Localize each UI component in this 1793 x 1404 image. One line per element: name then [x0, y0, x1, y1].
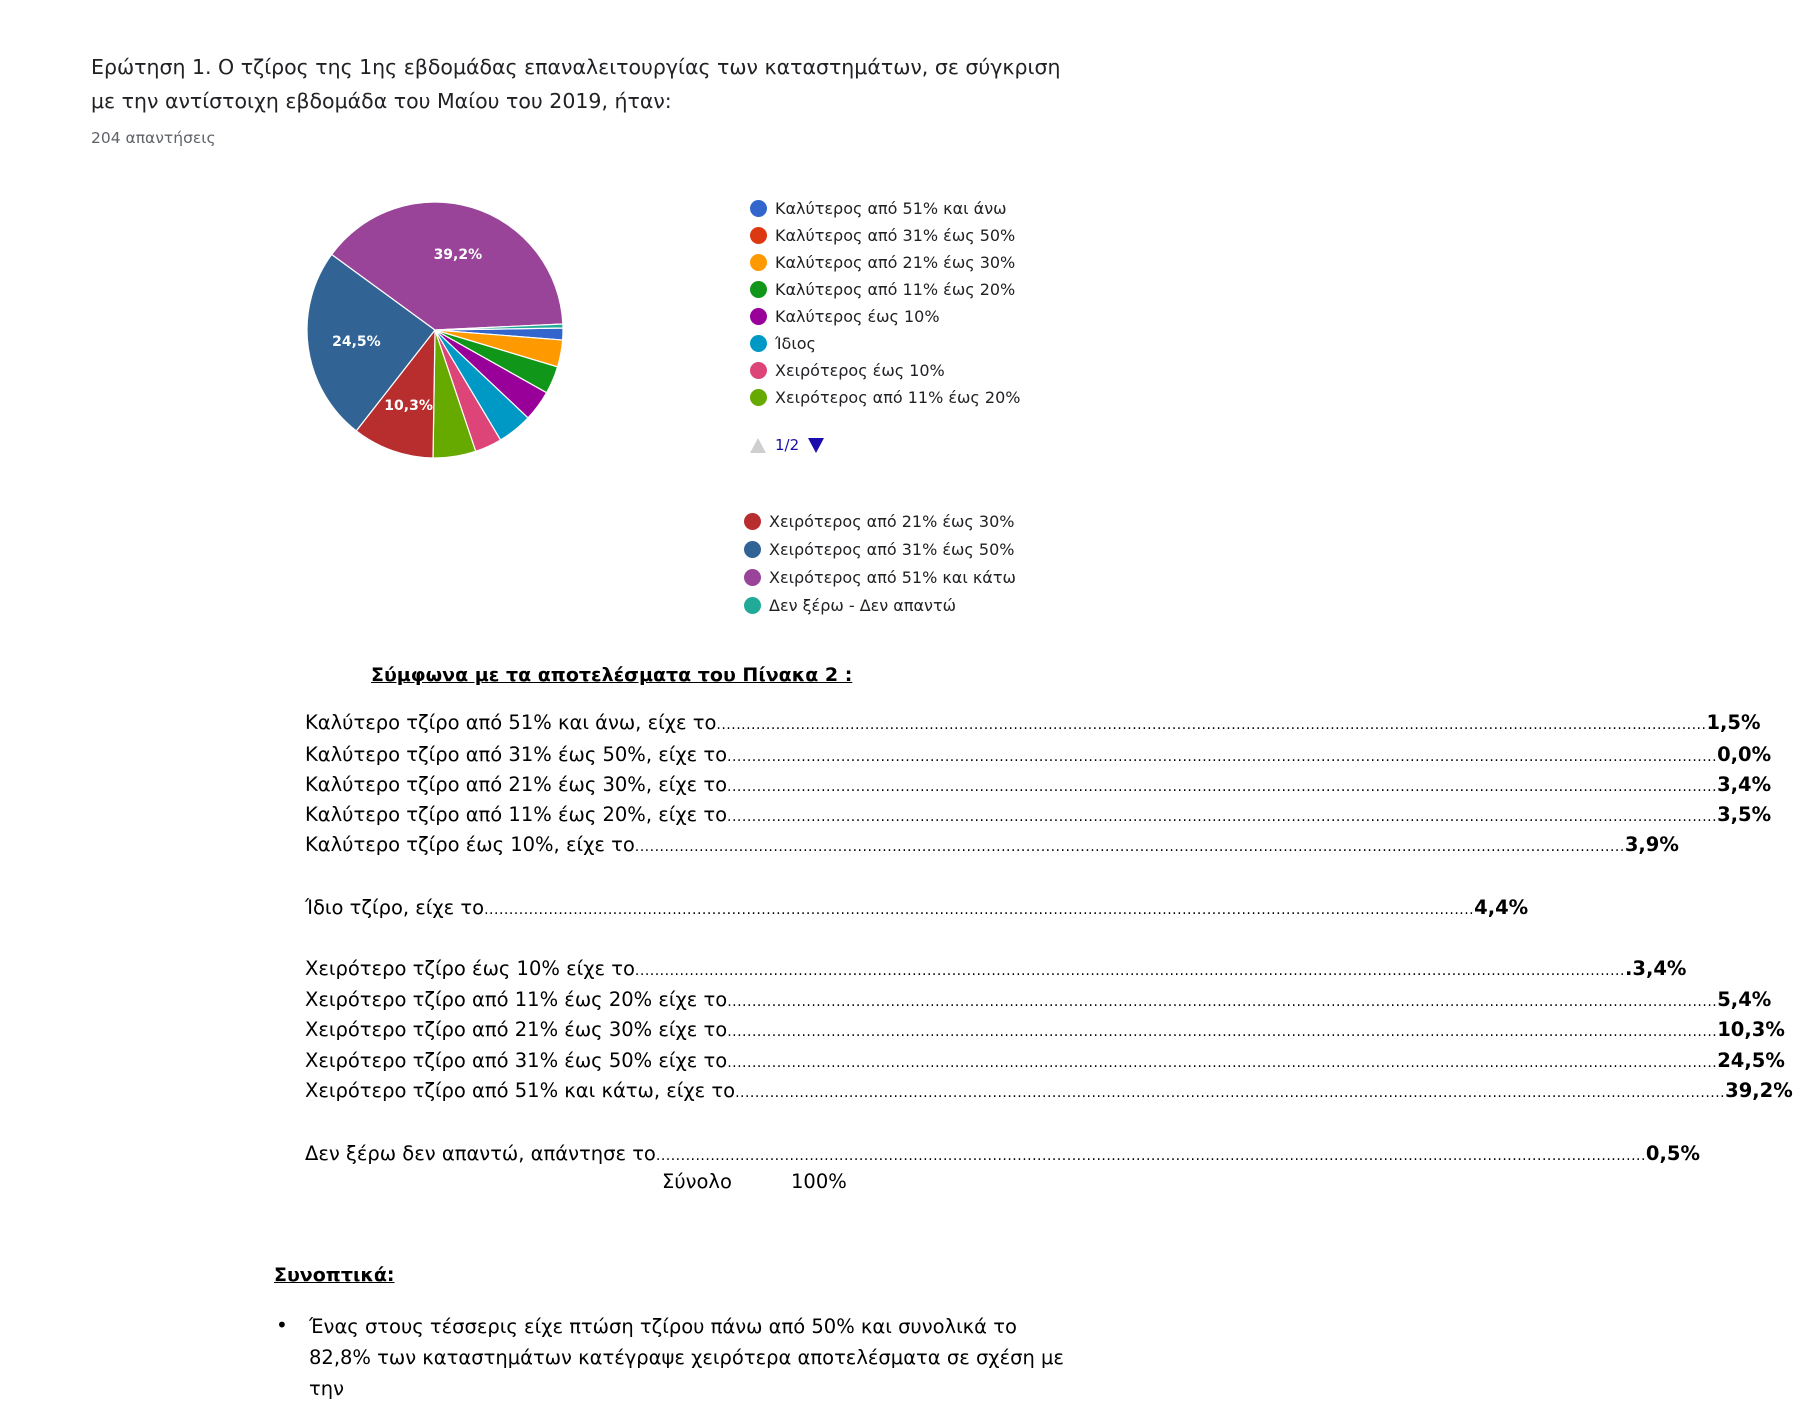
- result-label: Χειρότερο τζίρο από 51% και κάτω, είχε το: [305, 1079, 736, 1102]
- result-value: 4,4%: [1474, 896, 1529, 919]
- legend-swatch: [750, 362, 767, 379]
- legend-swatch: [750, 200, 767, 217]
- legend-item: [750, 330, 1020, 357]
- response-count: 204 απαντήσεις: [91, 129, 216, 147]
- table-title: Σύμφωνα με τα αποτελέσματα του Πίνακα 2 :: [371, 664, 853, 686]
- legend-item: [750, 357, 1020, 384]
- result-label: Χειρότερο τζίρο έως 10% είχε το: [305, 957, 635, 980]
- result-row: [305, 708, 1761, 738]
- summary-text: Ένας στους τέσσερις είχε πτώση τζίρου πάνω από 50% και συνολικά το 82,8% των καταστημάτων κατέγραψε χειρότερα αποτελέσματα σε σχέση με την: [309, 1315, 1064, 1400]
- legend-label: Καλύτερος από 51% και άνω: [775, 199, 1007, 218]
- result-value: 1,5%: [1706, 711, 1761, 734]
- leader-dots: ........................................................................................................................................................................................................: [484, 902, 1475, 918]
- result-row: [305, 1046, 1785, 1076]
- leader-dots: ........................................................................................................................................................................................................: [716, 717, 1707, 733]
- result-row: [305, 985, 1772, 1015]
- result-row: [305, 1139, 1701, 1169]
- leader-dots: ........................................................................................................................................................................................................: [727, 1024, 1718, 1040]
- result-label: Δεν ξέρω δεν απαντώ, απάντησε το: [305, 1142, 656, 1165]
- legend-label: Ίδιος: [775, 334, 816, 353]
- result-value: 39,2%: [1725, 1079, 1793, 1102]
- result-value: 0,0%: [1717, 743, 1772, 766]
- leader-dots: ........................................................................................................................................................................................................: [727, 809, 1718, 825]
- result-value: 3,4%: [1717, 773, 1772, 796]
- legend-swatch: [750, 281, 767, 298]
- total-value: 100%: [791, 1170, 847, 1193]
- legend-page-1: [750, 195, 1020, 411]
- result-value: .3,4%: [1624, 957, 1687, 980]
- bullet-icon: •: [276, 1313, 288, 1337]
- leader-dots: ........................................................................................................................................................................................................: [727, 1055, 1718, 1071]
- result-label: Ίδιο τζίρο, είχε το: [305, 896, 485, 919]
- result-value: 10,3%: [1717, 1018, 1785, 1041]
- legend-swatch: [750, 389, 767, 406]
- legend-pager: [750, 436, 824, 454]
- legend-swatch: [750, 335, 767, 352]
- slice-data-label: 39,2%: [433, 247, 483, 264]
- result-label: Καλύτερο τζίρο από 21% έως 30%, είχε το: [305, 773, 728, 796]
- legend-label: Καλύτερος από 31% έως 50%: [775, 226, 1016, 245]
- legend-page-2: [744, 507, 1016, 619]
- slice-data-label: 10,3%: [384, 397, 433, 414]
- result-value: 3,5%: [1717, 803, 1772, 826]
- question-title: Ερώτηση 1. Ο τζίρος της 1ης εβδομάδας επαναλειτουργίας των καταστημάτων, σε σύγκριση με την αντίστοιχη εβδομάδα του Μαίου του 2019, ήταν:: [91, 55, 1061, 113]
- pager-up-icon[interactable]: [750, 438, 766, 453]
- leader-dots: ........................................................................................................................................................................................................: [727, 994, 1718, 1010]
- leader-dots: ........................................................................................................................................................................................................: [735, 1085, 1726, 1101]
- result-label: Καλύτερο τζίρο από 51% και άνω, είχε το: [305, 711, 717, 734]
- legend-swatch: [750, 254, 767, 271]
- result-row: [305, 1015, 1785, 1045]
- result-row: [305, 800, 1772, 830]
- legend-label: Καλύτερος έως 10%: [775, 307, 940, 326]
- legend-swatch: [744, 541, 761, 558]
- result-row: [305, 1076, 1793, 1106]
- legend-item: [750, 303, 1020, 330]
- legend-item: [750, 384, 1020, 411]
- legend-label: Καλύτερος από 21% έως 30%: [775, 253, 1016, 272]
- summary-title: Συνοπτικά:: [274, 1264, 395, 1286]
- legend-label: Καλύτερος από 11% έως 20%: [775, 280, 1016, 299]
- legend-swatch: [744, 513, 761, 530]
- result-row: [305, 830, 1679, 860]
- leader-dots: ........................................................................................................................................................................................................: [655, 1148, 1646, 1164]
- legend-label: Χειρότερος από 31% έως 50%: [769, 539, 1015, 559]
- result-row: [305, 954, 1687, 984]
- result-value: 0,5%: [1645, 1142, 1701, 1165]
- legend-label: Δεν ξέρω - Δεν απαντώ: [769, 595, 956, 615]
- result-value: 3,9%: [1624, 833, 1679, 856]
- legend-label: Χειρότερος από 21% έως 30%: [769, 511, 1015, 531]
- result-label: Καλύτερο τζίρο από 31% έως 50%, είχε το: [305, 743, 728, 766]
- result-row: [305, 770, 1772, 800]
- legend-label: Χειρότερος από 51% και κάτω: [769, 567, 1016, 587]
- result-row: [305, 893, 1529, 923]
- legend-swatch: [750, 227, 767, 244]
- leader-dots: ........................................................................................................................................................................................................: [727, 779, 1718, 795]
- legend-label: Χειρότερος έως 10%: [775, 361, 945, 380]
- legend-item: [744, 535, 1016, 563]
- legend-item: [744, 563, 1016, 591]
- leader-dots: ........................................................................................................................................................................................................: [634, 963, 1625, 979]
- legend-item: [744, 507, 1016, 535]
- slice-data-label: 24,5%: [332, 333, 381, 350]
- legend-item: [750, 276, 1020, 303]
- result-label: Καλύτερο τζίρο από 11% έως 20%, είχε το: [305, 803, 728, 826]
- result-label: Χειρότερο τζίρο από 31% έως 50% είχε το: [305, 1049, 728, 1072]
- result-value: 24,5%: [1717, 1049, 1785, 1072]
- result-label: Χειρότερο τζίρο από 21% έως 30% είχε το: [305, 1018, 728, 1041]
- result-label: Χειρότερο τζίρο από 11% έως 20% είχε το: [305, 988, 728, 1011]
- legend-swatch: [750, 308, 767, 325]
- pager-down-icon[interactable]: [808, 438, 824, 453]
- legend-swatch: [744, 569, 761, 586]
- legend-item: [750, 195, 1020, 222]
- result-row: [305, 740, 1772, 770]
- legend-swatch: [744, 597, 761, 614]
- total-label: Σύνολο: [662, 1170, 732, 1193]
- pie-chart: [300, 195, 570, 465]
- legend-item: [750, 222, 1020, 249]
- legend-item: [750, 249, 1020, 276]
- leader-dots: ........................................................................................................................................................................................................: [634, 839, 1625, 855]
- result-value: 5,4%: [1717, 988, 1772, 1011]
- legend-label: Χειρότερος από 11% έως 20%: [775, 388, 1021, 407]
- result-label: Καλύτερο τζίρο έως 10%, είχε το: [305, 833, 635, 856]
- pager-label: 1/2: [775, 436, 800, 454]
- legend-item: [744, 591, 1016, 619]
- leader-dots: ........................................................................................................................................................................................................: [727, 749, 1718, 765]
